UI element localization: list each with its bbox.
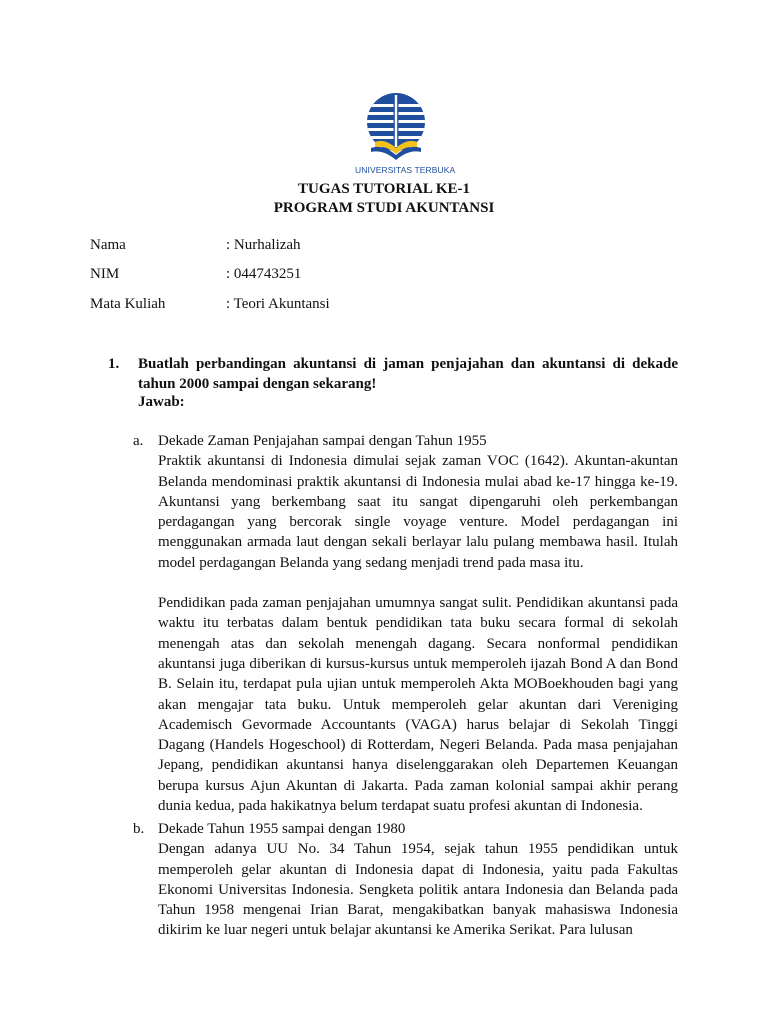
identity-value: : Nurhalizah bbox=[226, 237, 301, 253]
section-paragraph: Praktik akuntansi di Indonesia dimulai sejak zaman VOC (1642). Akuntan-akuntan Belanda mendominasi praktik akuntansi di Indonesia mulai abad ke-17 hingga ke-19. Akuntansi yang berkembang saat itu sangat dipengaruhi oleh perkembangan perdagangan yang bercorak single voyage venture. Model perdagangan ini menggunakan armada laut dengan sekali berlayar lalu pulang membawa hasil. Itulah model perdagangan Belanda yang sedang menjadi trend pada masa itu. bbox=[158, 453, 678, 571]
identity-value: : Teori Akuntansi bbox=[226, 296, 330, 312]
identity-label: Nama bbox=[90, 237, 126, 253]
section-marker: a. bbox=[133, 433, 144, 449]
identity-label: Mata Kuliah bbox=[90, 296, 166, 312]
logo-caption: UNIVERSITAS TERBUKA bbox=[355, 165, 456, 175]
question-number: 1. bbox=[108, 356, 120, 372]
section-paragraph: Dengan adanya UU No. 34 Tahun 1954, sejak tahun 1955 pendidikan untuk memperoleh gelar akuntan di Indonesia dapat di Indonesia, yaitu pada Fakultas Ekonomi Universitas Indonesia. Sengketa politik antara Indonesia dan Belanda pada Tahun 1958 mengenai Irian Barat, mengakibatkan banyak mahasiswa Indonesia dikirim ke luar negeri untuk belajar akuntansi ke Amerika Serikat. Para lulusan bbox=[158, 841, 678, 939]
section-a bbox=[133, 431, 678, 816]
university-logo bbox=[355, 92, 456, 176]
section-heading: Dekade Tahun 1955 sampai dengan 1980 bbox=[158, 821, 406, 837]
section-b bbox=[133, 819, 678, 941]
section-heading: Dekade Zaman Penjajahan sampai dengan Tahun 1955 bbox=[158, 433, 487, 449]
identity-label: NIM bbox=[90, 266, 120, 282]
question-1 bbox=[108, 354, 678, 394]
identity-value: : 044743251 bbox=[226, 266, 302, 282]
identity-row-course bbox=[90, 296, 330, 313]
question-text: Buatlah perbandingan akuntansi di jaman penjajahan dan akuntansi di dekade tahun 2000 sampai dengan sekarang! bbox=[138, 356, 678, 392]
document-subtitle: PROGRAM STUDI AKUNTANSI bbox=[273, 200, 495, 216]
section-paragraph: Pendidikan pada zaman penjajahan umumnya sangat sulit. Pendidikan akuntansi pada waktu itu terbatas dalam bentuk pendidikan tata buku secara formal di sekolah menengah atas dan sekolah menengah dagang. Secara nonformal pendidikan akuntansi juga diberikan di kursus-kursus untuk memperoleh ijazah Bond A dan Bond B. Selain itu, terdapat pula ujian untuk memperoleh Akta MOBoekhouden bagi yang akan mengajar tata buku. Untuk memperoleh gelar akuntan dari Vereniging Academisch Gevormade Accountants (VAGA) harus belajar di Sekolah Tinggi Dagang (Handels Hogeschool) di Rotterdam, Negeri Belanda. Pada masa penjajahan Jepang, pendidikan akuntansi hanya diselenggarakan oleh Departemen Keuangan berupa kursus Ajun Akuntan di Jakarta. Pada zaman kolonial sampai akhir perang dunia kedua, pada hakikatnya belum terdapat suatu profesi akuntan di Indonesia. bbox=[158, 595, 678, 815]
section-marker: b. bbox=[133, 821, 145, 837]
document-title: TUGAS TUTORIAL KE-1 bbox=[298, 181, 470, 197]
identity-row-name bbox=[90, 237, 301, 254]
identity-row-nim bbox=[90, 266, 301, 283]
answer-label: Jawab: bbox=[138, 394, 185, 410]
book-globe-icon bbox=[355, 92, 437, 164]
